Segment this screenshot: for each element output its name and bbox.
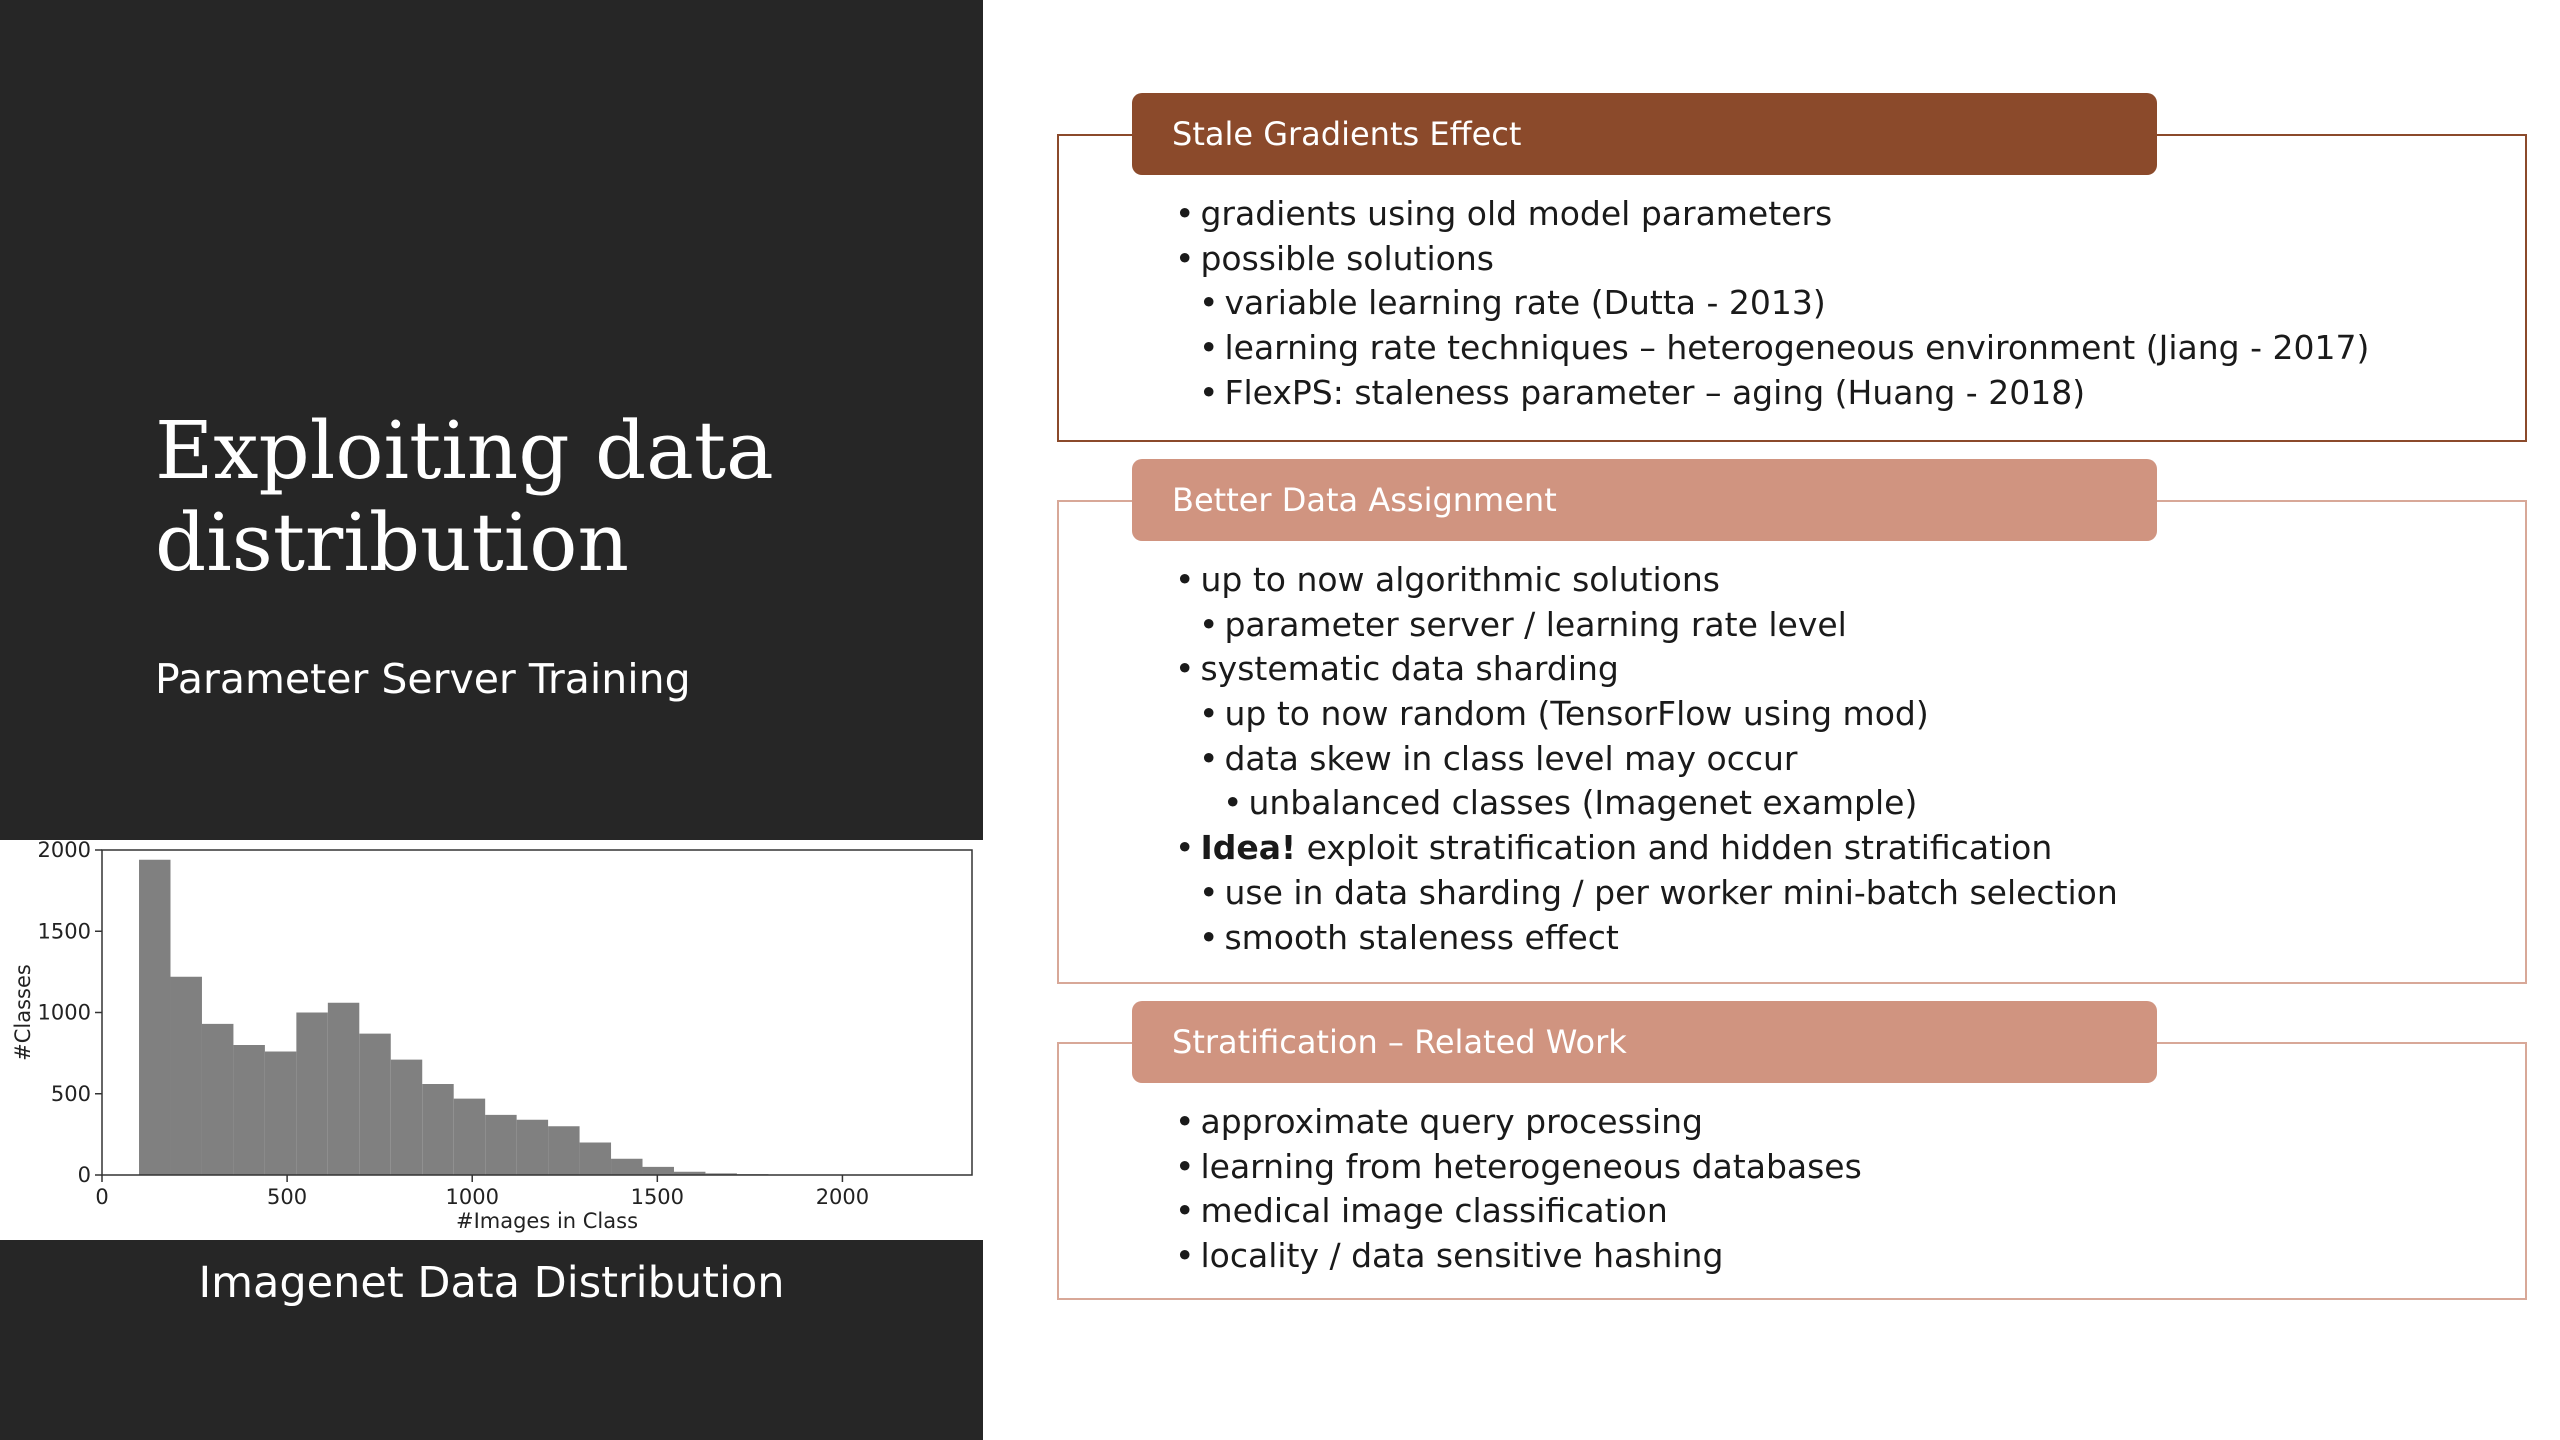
- histogram-bar: [485, 1115, 516, 1175]
- bullet-text: systematic data sharding: [1200, 649, 1619, 689]
- x-tick-label: 0: [95, 1185, 109, 1209]
- histogram-bar: [517, 1120, 548, 1175]
- histogram-bar: [296, 1013, 327, 1176]
- bullet-text: data skew in class level may occur: [1224, 738, 1798, 778]
- histogram-bar: [328, 1003, 359, 1175]
- bullet-item: [1175, 1100, 1862, 1145]
- y-tick-label: 1000: [37, 1000, 91, 1025]
- histogram-chart: [0, 840, 983, 1240]
- bullets-related-work: [1175, 1100, 1862, 1279]
- bullet-item: [1175, 647, 2118, 692]
- y-tick-label: 0: [77, 1163, 91, 1187]
- bullet-item: [1175, 737, 2118, 782]
- histogram-bar: [422, 1084, 453, 1175]
- left-panel: [0, 0, 983, 1440]
- bullet-text: possible solutions: [1200, 238, 1494, 278]
- bullet-text: approximate query processing: [1200, 1102, 1703, 1141]
- histogram-bar: [265, 1052, 296, 1176]
- bullet-text: unbalanced classes (Imagenet example): [1248, 783, 1918, 823]
- bullet-text: use in data sharding / per worker mini-batch selection: [1224, 872, 2118, 912]
- histogram-bar: [580, 1143, 611, 1176]
- bullet-text: FlexPS: staleness parameter – aging (Huang - 2018): [1224, 372, 2086, 412]
- bullet-item: [1175, 1145, 1862, 1190]
- bullet-item: [1175, 558, 2118, 603]
- bullet-item: [1175, 1234, 1862, 1279]
- bullet-item: [1175, 916, 2118, 961]
- histogram-bar: [170, 977, 201, 1175]
- slide-subtitle: Parameter Server Training: [155, 655, 691, 703]
- y-tick-label: 500: [50, 1081, 91, 1106]
- bullet-item: [1175, 281, 2369, 326]
- bullet-item: [1175, 371, 2369, 416]
- x-tick-label: 2000: [815, 1185, 870, 1209]
- slide-title: Exploiting data distribution: [155, 404, 774, 589]
- bullet-text: gradients using old model parameters: [1200, 194, 1833, 233]
- bullet-text: exploit stratification and hidden stratification: [1296, 828, 2053, 868]
- bullet-item: [1175, 871, 2118, 916]
- bullet-item: [1175, 692, 2118, 737]
- bullet-item: [1175, 603, 2118, 648]
- histogram-bar: [454, 1099, 485, 1175]
- x-tick-label: 1000: [445, 1185, 499, 1209]
- histogram-bar: [548, 1126, 579, 1175]
- header-stale-gradients: Stale Gradients Effect: [1132, 93, 2157, 175]
- bullet-item: [1175, 237, 2369, 282]
- histogram-bar: [202, 1024, 233, 1175]
- y-tick-label: 2000: [37, 840, 91, 862]
- bullet-item: [1175, 781, 2118, 826]
- histogram-bar: [643, 1167, 674, 1175]
- histogram-bar: [611, 1159, 642, 1175]
- bullet-text: up to now algorithmic solutions: [1200, 560, 1720, 599]
- bullet-text: parameter server / learning rate level: [1224, 604, 1847, 644]
- histogram-bar: [359, 1034, 390, 1175]
- y-axis-label: #Classes: [11, 964, 35, 1061]
- histogram-svg: [0, 840, 983, 1240]
- x-axis-label: #Images in Class: [455, 1209, 639, 1233]
- chart-caption: Imagenet Data Distribution: [198, 1258, 785, 1308]
- bullet-text: up to now random (TensorFlow using mod): [1224, 694, 1929, 734]
- bullets-better-data-assignment: [1175, 558, 2118, 960]
- bullet-item: [1175, 1189, 1862, 1234]
- bullet-item: [1175, 326, 2369, 371]
- y-tick-label: 1500: [37, 919, 91, 944]
- bullet-text: learning from heterogeneous databases: [1200, 1146, 1862, 1186]
- histogram-bar: [233, 1045, 264, 1175]
- bullet-item: [1175, 192, 2369, 237]
- histogram-bar: [139, 860, 170, 1175]
- bullet-text: medical image classification: [1200, 1191, 1668, 1231]
- bullet-text: learning rate techniques – heterogeneous environment (Jiang - 2017): [1224, 328, 2370, 368]
- bullet-text: variable learning rate (Dutta - 2013): [1224, 283, 1826, 323]
- x-tick-label: 1500: [630, 1185, 685, 1209]
- histogram-bar: [391, 1060, 422, 1175]
- bullet-text: smooth staleness effect: [1224, 917, 1619, 957]
- bullets-stale-gradients: [1175, 192, 2369, 415]
- header-related-work: Stratification – Related Work: [1132, 1001, 2157, 1083]
- bullet-emphasis: Idea!: [1200, 828, 1297, 868]
- x-tick-label: 500: [267, 1185, 308, 1209]
- bullet-text: locality / data sensitive hashing: [1200, 1236, 1724, 1276]
- bullet-item: [1175, 826, 2118, 871]
- header-better-data-assignment: Better Data Assignment: [1132, 459, 2157, 541]
